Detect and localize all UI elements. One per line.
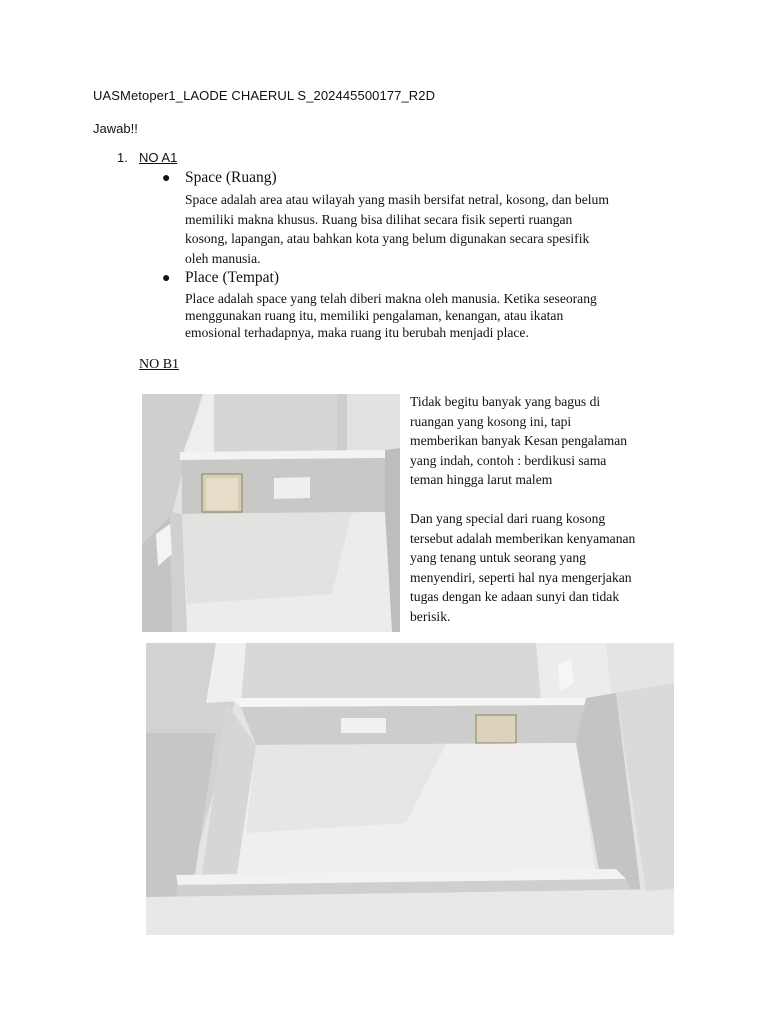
place-title: Place (Tempat) [185, 269, 280, 286]
space-line: Space adalah area atau wilayah yang masih bersifat netral, kosong, dan belum [185, 192, 609, 207]
place-paragraph [185, 290, 675, 341]
b1-line: tersebut adalah memberikan kenyamanan [410, 530, 636, 546]
space-paragraph [185, 190, 675, 269]
place-line: Place adalah space yang telah diberi makna oleh manusia. Ketika seseorang [185, 291, 597, 306]
b1-line: berisik. [410, 608, 451, 624]
b1-line: yang tenang untuk seorang yang [410, 550, 586, 565]
section-b1-heading: NO B1 [139, 357, 180, 372]
space-line: oleh manusia. [185, 251, 261, 267]
b1-line: yang indah, contoh : berdikusi sama [410, 452, 607, 468]
bullet-icon: ● [162, 171, 171, 186]
space-line: memiliki makna khusus. Ruang bisa dilihat secara fisik seperti ruangan [185, 211, 573, 227]
b1-line: ruangan yang kosong ini, tapi [410, 413, 572, 429]
space-line: kosong, lapangan, atau bahkan kota yang belum digunakan secara spesifik [185, 231, 590, 247]
b1-line: tugas dengan ke adaan sunyi dan tidak [410, 589, 620, 604]
b1-line: Tidak begitu banyak yang bagus di [410, 394, 601, 409]
place-line: emosional terhadapnya, maka ruang itu berubah menjadi place. [185, 325, 529, 340]
answer-label: Jawab!! [93, 121, 138, 136]
b1-line: menyendiri, seperti hal nya mengerjakan [410, 569, 632, 585]
section-a1-heading: NO A1 [139, 150, 178, 165]
list-number: 1. [117, 150, 128, 165]
bullet-icon: ● [162, 271, 171, 286]
place-line: menggunakan ruang itu, memiliki pengalaman, kenangan, atau ikatan [185, 308, 564, 323]
b1-line: Dan yang special dari ruang kosong [410, 511, 606, 526]
room-model-image [146, 643, 674, 935]
b1-line: teman hingga larut malem [410, 472, 553, 487]
room-model-photo-2 [146, 643, 674, 935]
room-model-image [142, 394, 400, 632]
b1-description [410, 392, 680, 626]
b1-line: memberikan banyak Kesan pengalaman [410, 433, 628, 448]
space-title: Space (Ruang) [185, 169, 277, 186]
document-header: UASMetoper1_LAODE CHAERUL S_202445500177_R2D [93, 88, 436, 103]
room-model-photo-1 [142, 394, 400, 632]
